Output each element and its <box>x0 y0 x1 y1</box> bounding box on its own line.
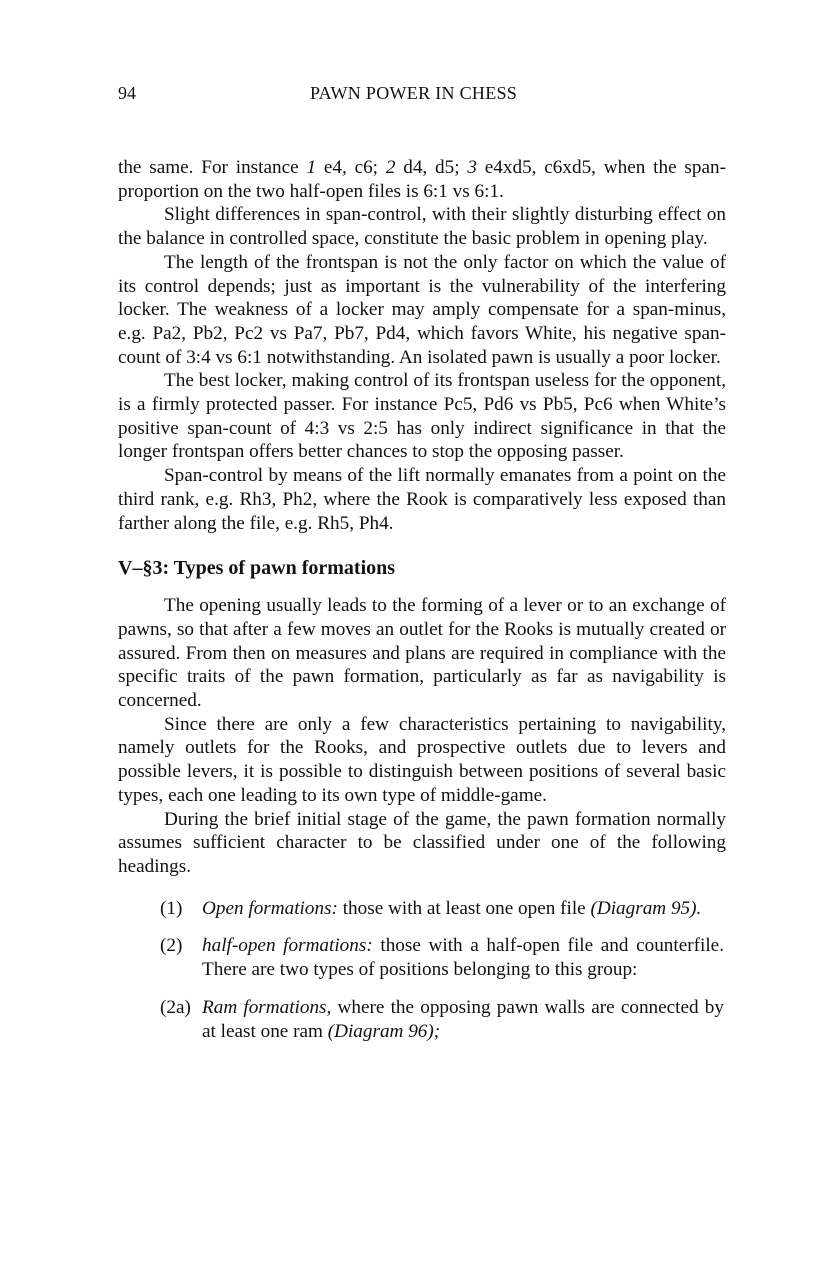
page-body <box>118 156 726 1057</box>
paragraph <box>118 464 726 535</box>
text-run: those with a half-open file and counterfile. There are two types of positions belonging to this group: <box>202 935 724 981</box>
running-title: PAWN POWER IN CHESS <box>310 83 518 103</box>
text-run: Span-control by means of the lift normally emanates from a point on the third rank, e.g. Rh3, Ph2, where the Rook is comparatively less exposed than farther along the file, e.g. Rh5, Ph4. <box>118 465 726 534</box>
italic-text: 3 <box>467 157 477 178</box>
list-item-number: (2) <box>160 935 183 957</box>
text-run: The length of the frontspan is not the only factor on which the value of its control depends; just as important is the vulnerability of the interfering locker. The weakness of a locker may amply compensate for a span-minus, e.g. Pa2, Pb2, Pc2 vs Pa7, Pb7, Pd4, which favors White, his negative span-count of 3:4 vs 6:1 notwithstanding. An isolated pawn is usually a poor locker. <box>118 251 726 368</box>
paragraph <box>118 808 726 879</box>
text-run: The best locker, making control of its frontspan useless for the opponent, is a firmly protected passer. For instance Pc5, Pd6 vs Pb5, Pc6 when White’s positive span-count of 4:3 vs 2:5 has only indirect significance in that the longer frontspan offers better chances to stop the opposing passer. <box>118 370 726 463</box>
paragraphs-top <box>118 156 726 535</box>
italic-text: 1 <box>306 157 317 178</box>
text-run: Slight differences in span-control, with their slightly disturbing effect on the balance in controlled space, constitute the basic problem in opening play. <box>118 204 726 250</box>
paragraph <box>118 594 726 713</box>
paragraphs-bottom <box>118 594 726 878</box>
list-item-number: (2a) <box>160 996 191 1018</box>
section-heading: V–§3: Types of pawn formations <box>118 557 396 580</box>
text-run: Since there are only a few characteristics pertaining to navigability, namely outlets for the Rooks, and prospective outlets due to levers and possible levers, it is possible to distinguish between positions of several basic types, each one leading to its own type of middle-game. <box>118 713 726 806</box>
italic-text: Ram formations, <box>202 996 332 1018</box>
text-run: The opening usually leads to the forming of a lever or to an exchange of pawns, so that after a few moves an outlet for the Rooks is mutually created or assured. From then on measures and plans are required in compliance with the specific traits of the pawn formation, particularly as far as navigability is concerned. <box>118 595 726 712</box>
list-item <box>118 897 726 921</box>
paragraph <box>118 203 726 250</box>
list-item <box>118 934 726 981</box>
italic-text: 2 <box>385 157 396 178</box>
list-item <box>118 996 726 1043</box>
italic-text: half-open formations: <box>202 935 373 957</box>
italic-text: (Diagram 96); <box>327 1020 441 1042</box>
text-run: d4, d5; <box>395 157 468 178</box>
paragraph <box>118 713 726 808</box>
italic-text: (Diagram 95). <box>590 897 702 919</box>
page-header <box>118 82 728 106</box>
paragraph <box>118 369 726 464</box>
page-number: 94 <box>118 83 136 103</box>
text-run: During the brief initial stage of the game, the pawn formation normally assumes sufficient character to be classified under one of the following headings. <box>118 808 726 877</box>
text-run: the same. For instance <box>118 157 307 178</box>
paragraph <box>118 156 726 203</box>
text-run: e4xd5, c6xd5, when the span-proportion on the two half-open files is 6:1 vs 6:1. <box>118 157 726 202</box>
italic-text: Open formations: <box>202 897 338 919</box>
text-run: where the opposing pawn walls are connected by at least one ram <box>202 996 724 1042</box>
paragraph <box>118 251 726 370</box>
text-run: e4, c6; <box>316 157 386 178</box>
formation-list <box>118 897 726 1044</box>
text-run: those with at least one open file <box>337 897 591 919</box>
list-item-number: (1) <box>160 897 183 919</box>
